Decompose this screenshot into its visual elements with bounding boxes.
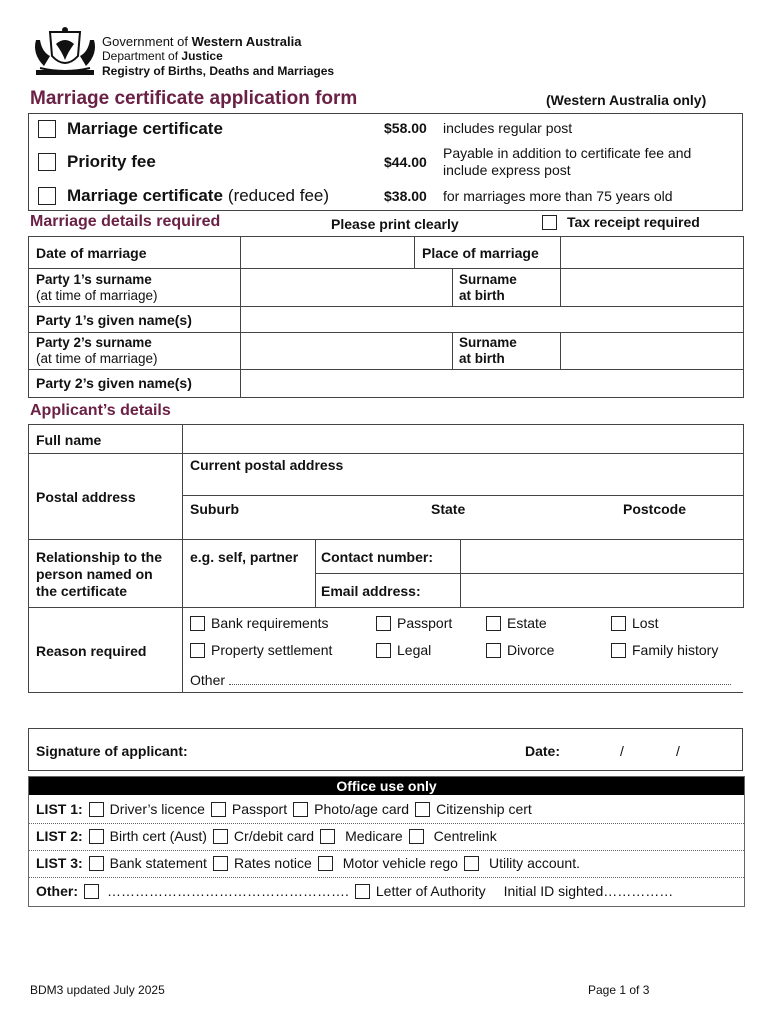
party2-surname-at-birth-label bbox=[459, 335, 517, 367]
letter-of-authority: Letter of Authority bbox=[375, 883, 486, 899]
party2-surname-text: Party 2’s surname bbox=[36, 335, 152, 350]
list1-label: LIST 1: bbox=[36, 801, 83, 817]
current-postal-label: Current postal address bbox=[190, 457, 344, 473]
office-item: Driver’s licence bbox=[109, 801, 205, 817]
office-checkbox[interactable] bbox=[211, 802, 226, 817]
office-checkbox[interactable] bbox=[409, 829, 424, 844]
dept-name: Justice bbox=[181, 49, 223, 63]
signature-label: Signature of applicant: bbox=[36, 743, 188, 759]
fee-row-certificate bbox=[38, 118, 223, 140]
fee-reduced-checkbox[interactable] bbox=[38, 187, 56, 205]
party1-surname-at-birth-label bbox=[459, 272, 517, 304]
fee-priority-checkbox[interactable] bbox=[38, 153, 56, 171]
office-other bbox=[36, 883, 673, 899]
date-label: Date: bbox=[525, 743, 561, 759]
list3-label: LIST 3: bbox=[36, 855, 83, 871]
fee-desc: Payable in addition to certificate fee and include express post bbox=[443, 145, 692, 178]
applicant-details-grid bbox=[28, 424, 744, 693]
office-item: Cr/debit card bbox=[233, 828, 315, 844]
gov-state: Western Australia bbox=[191, 34, 302, 49]
office-checkbox[interactable] bbox=[89, 856, 104, 871]
tax-receipt-label: Tax receipt required bbox=[567, 214, 700, 230]
office-checkbox[interactable] bbox=[213, 829, 228, 844]
office-use-heading: Office use only bbox=[29, 777, 744, 795]
party1-surname-label bbox=[36, 272, 158, 304]
party2-surname-field[interactable] bbox=[241, 333, 451, 368]
office-list3 bbox=[36, 855, 580, 871]
other-label: Other: bbox=[36, 883, 78, 899]
reason-label: Bank requirements bbox=[211, 615, 329, 631]
fee-label: Marriage certificate bbox=[67, 186, 223, 205]
office-checkbox[interactable] bbox=[89, 802, 104, 817]
reason-label: Property settlement bbox=[211, 642, 333, 658]
fee-price: $44.00 bbox=[384, 154, 427, 170]
office-checkbox[interactable] bbox=[464, 856, 479, 871]
agency-text bbox=[102, 34, 334, 79]
state-label: State bbox=[431, 501, 466, 517]
reason-divorce[interactable] bbox=[486, 642, 554, 658]
reason-checkbox[interactable] bbox=[486, 643, 501, 658]
dept-prefix: Department of bbox=[102, 49, 179, 63]
office-item: Citizenship cert bbox=[436, 801, 532, 817]
office-checkbox[interactable] bbox=[318, 856, 333, 871]
reason-passport[interactable] bbox=[376, 615, 452, 631]
reason-family-history[interactable] bbox=[611, 642, 718, 658]
party1-surname-sub: (at time of marriage) bbox=[36, 288, 158, 303]
reason-checkbox[interactable] bbox=[376, 643, 391, 658]
postcode-label: Postcode bbox=[623, 501, 687, 517]
reason-checkbox[interactable] bbox=[611, 643, 626, 658]
relationship-line3: the certificate bbox=[36, 583, 128, 599]
reason-label: Passport bbox=[397, 615, 453, 631]
fee-label: Marriage certificate bbox=[67, 119, 223, 138]
reason-label: Lost bbox=[632, 615, 659, 631]
party1-surname-text: Party 1’s surname bbox=[36, 272, 152, 287]
initial-id-sighted: Initial ID sighted…………… bbox=[503, 883, 674, 899]
full-name-label: Full name bbox=[36, 432, 102, 448]
tax-receipt-checkbox[interactable] bbox=[542, 215, 557, 230]
reason-label: Divorce bbox=[507, 642, 555, 658]
place-of-marriage-field[interactable] bbox=[561, 238, 741, 267]
office-item: Centrelink bbox=[433, 828, 497, 844]
office-checkbox[interactable] bbox=[293, 802, 308, 817]
party2-given-label: Party 2’s given name(s) bbox=[36, 375, 192, 391]
at-birth-word: at birth bbox=[459, 288, 505, 303]
suburb-state-postcode-field[interactable] bbox=[183, 519, 742, 538]
date-slash: / bbox=[676, 743, 680, 759]
date-of-marriage-field[interactable] bbox=[241, 238, 413, 267]
footer-page: Page 1 of 3 bbox=[588, 983, 650, 997]
party2-surname-at-birth-field[interactable] bbox=[561, 333, 741, 368]
reason-bank[interactable] bbox=[190, 615, 329, 631]
office-item: Rates notice bbox=[233, 855, 312, 871]
reason-estate[interactable] bbox=[486, 615, 547, 631]
reason-other-field[interactable] bbox=[229, 684, 731, 685]
office-checkbox[interactable] bbox=[89, 829, 104, 844]
contact-number-label: Contact number: bbox=[321, 549, 433, 565]
postal-address-label: Postal address bbox=[36, 489, 136, 505]
reason-checkbox[interactable] bbox=[190, 616, 205, 631]
reason-checkbox[interactable] bbox=[486, 616, 501, 631]
reason-label: Family history bbox=[632, 642, 719, 658]
party1-given-label: Party 1’s given name(s) bbox=[36, 312, 192, 328]
footer-version: BDM3 updated July 2025 bbox=[30, 983, 165, 997]
reason-label: Estate bbox=[507, 615, 547, 631]
reason-checkbox[interactable] bbox=[611, 616, 626, 631]
office-list2 bbox=[36, 828, 497, 844]
office-use-box bbox=[28, 776, 745, 907]
office-item: Photo/age card bbox=[314, 801, 410, 817]
office-item: Bank statement bbox=[109, 855, 207, 871]
email-address-field[interactable] bbox=[461, 574, 742, 606]
title-note: (Western Australia only) bbox=[546, 92, 707, 108]
at-birth-word: at birth bbox=[459, 351, 505, 366]
marriage-heading: Marriage details required bbox=[30, 213, 221, 230]
party2-surname-label bbox=[36, 335, 158, 367]
office-item: Birth cert (Aust) bbox=[109, 828, 207, 844]
list2-label: LIST 2: bbox=[36, 828, 83, 844]
office-item: Utility account. bbox=[488, 855, 580, 871]
page-title: Marriage certificate application form bbox=[30, 88, 358, 109]
fee-desc: includes regular post bbox=[443, 120, 573, 136]
office-checkbox[interactable] bbox=[355, 884, 370, 899]
surname-word: Surname bbox=[459, 272, 517, 287]
full-name-field[interactable] bbox=[183, 426, 742, 452]
signature-field[interactable] bbox=[214, 733, 514, 767]
reason-required-label: Reason required bbox=[36, 643, 147, 659]
relationship-line1: Relationship to the bbox=[36, 549, 162, 565]
marriage-details-grid bbox=[28, 236, 744, 398]
relationship-line2: person named on bbox=[36, 566, 153, 582]
office-checkbox[interactable] bbox=[320, 829, 335, 844]
fee-price: $38.00 bbox=[384, 188, 427, 204]
office-checkbox[interactable] bbox=[213, 856, 228, 871]
email-address-label: Email address: bbox=[321, 583, 421, 599]
fee-row-priority bbox=[38, 151, 156, 173]
fee-row-reduced bbox=[38, 185, 329, 207]
reason-label: Legal bbox=[397, 642, 432, 658]
office-item: Medicare bbox=[345, 828, 403, 844]
party1-surname-field[interactable] bbox=[241, 269, 451, 305]
fee-desc: for marriages more than 75 years old bbox=[443, 188, 673, 204]
reason-checkbox[interactable] bbox=[376, 616, 391, 631]
print-note: Please print clearly bbox=[331, 216, 459, 232]
fee-label: Priority fee bbox=[67, 152, 156, 171]
fee-certificate-checkbox[interactable] bbox=[38, 120, 56, 138]
reason-checkbox[interactable] bbox=[190, 643, 205, 658]
gov-prefix: Government of bbox=[102, 34, 188, 49]
signature-box bbox=[28, 728, 743, 771]
reason-legal[interactable] bbox=[376, 642, 431, 658]
reason-property[interactable] bbox=[190, 642, 332, 658]
office-item: Passport bbox=[231, 801, 288, 817]
surname-word: Surname bbox=[459, 335, 517, 350]
relationship-label bbox=[36, 549, 162, 600]
office-item: Motor vehicle rego bbox=[342, 855, 458, 871]
party1-surname-at-birth-field[interactable] bbox=[561, 269, 741, 305]
other-dots: ……………………………………………. bbox=[107, 883, 349, 899]
postal-address-field[interactable] bbox=[183, 475, 742, 494]
party2-surname-sub: (at time of marriage) bbox=[36, 351, 158, 366]
date-of-marriage-label: Date of marriage bbox=[36, 245, 147, 261]
wa-crest-logo bbox=[30, 26, 100, 78]
office-list1 bbox=[36, 801, 532, 817]
registry-name: Registry of Births, Deaths and Marriages bbox=[102, 64, 335, 78]
relationship-field[interactable] bbox=[183, 570, 314, 606]
applicant-heading: Applicant’s details bbox=[30, 402, 171, 419]
fee-label-extra: (reduced fee) bbox=[227, 186, 330, 205]
fee-price: $58.00 bbox=[384, 120, 427, 136]
office-checkbox[interactable] bbox=[415, 802, 430, 817]
office-checkbox[interactable] bbox=[84, 884, 99, 899]
date-slash: / bbox=[620, 743, 624, 759]
relationship-example: e.g. self, partner bbox=[190, 549, 299, 565]
party1-given-field[interactable] bbox=[241, 307, 741, 331]
contact-number-field[interactable] bbox=[461, 540, 742, 572]
place-of-marriage-label: Place of marriage bbox=[422, 245, 539, 261]
suburb-label: Suburb bbox=[190, 501, 239, 517]
tax-receipt-option bbox=[542, 214, 700, 230]
reason-lost[interactable] bbox=[611, 615, 658, 631]
reason-other-label: Other bbox=[190, 672, 226, 688]
party2-given-field[interactable] bbox=[241, 370, 741, 396]
signature-date-field[interactable] bbox=[574, 733, 739, 767]
